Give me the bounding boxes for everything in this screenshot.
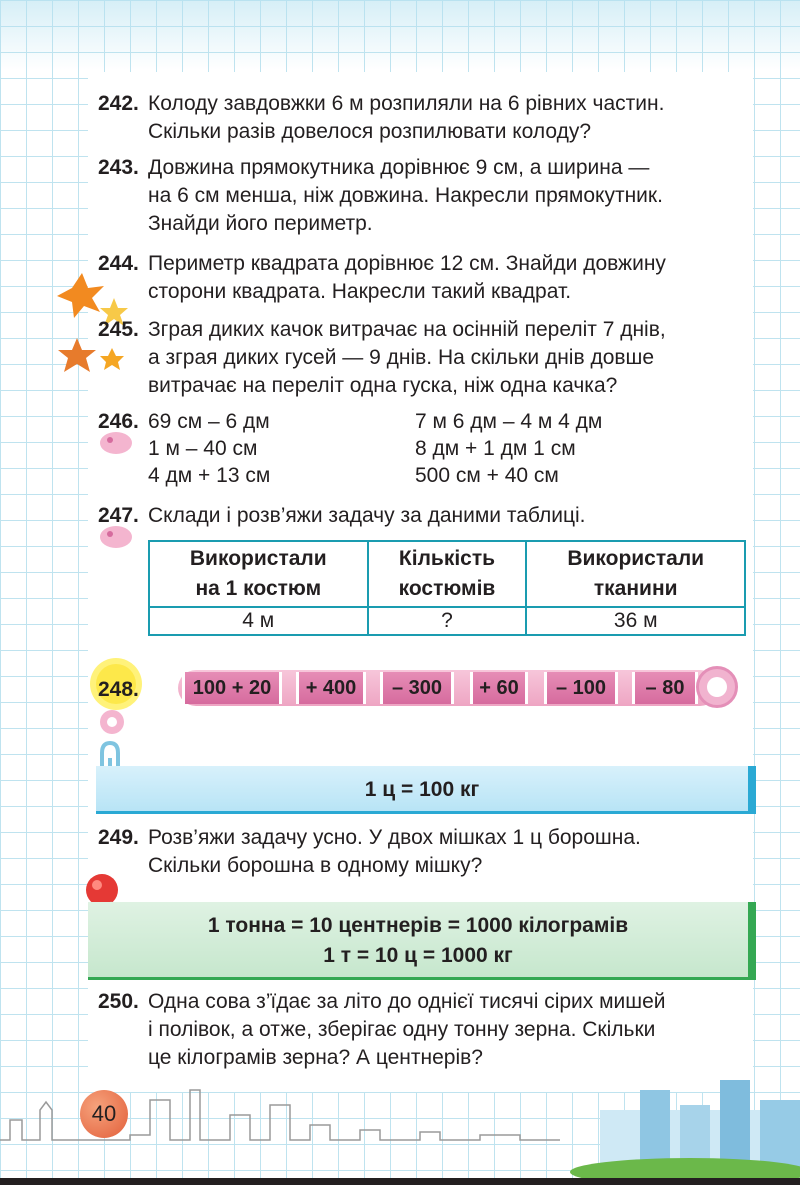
task-number: 243. — [98, 156, 139, 179]
table-header-cell — [526, 541, 745, 607]
rule-tonne — [88, 902, 756, 980]
task-247 — [98, 502, 758, 530]
table-cell: 4 м — [149, 607, 368, 635]
table-header-row — [149, 541, 745, 607]
chain-step: – 100 — [544, 672, 618, 704]
task-text-line: Одна сова з’їдає за літо до однієї тисячі сірих мишей — [148, 990, 666, 1013]
task-text-line: на 6 см менша, ніж довжина. Накресли прямокутник. — [148, 184, 663, 207]
task-243 — [98, 154, 758, 238]
page-number: 40 — [80, 1090, 128, 1138]
task-245 — [98, 316, 758, 400]
table-header-cell — [149, 541, 368, 607]
expression-right: 500 см + 40 см — [415, 464, 559, 487]
chain-end-ring — [696, 666, 738, 708]
expression-right: 8 дм + 1 дм 1 см — [415, 437, 576, 460]
page-bottom-border — [0, 1178, 800, 1185]
rule-tonne-line: 1 т = 10 ц = 1000 кг — [323, 944, 513, 967]
task-text-line: Скільки разів довелося розпилювати колоду? — [148, 120, 592, 143]
table-cell: 36 м — [526, 607, 745, 635]
page-header-fade — [0, 0, 800, 70]
task-text-line: Зграя диких качок витрачає на осінній переліт 7 днів, — [148, 318, 666, 341]
task-244 — [98, 250, 758, 306]
chain-step: – 300 — [380, 672, 454, 704]
task-text-line: Периметр квадрата дорівнює 12 см. Знайди довжину — [148, 252, 666, 275]
header-line: Використали — [189, 547, 327, 570]
task-number: 249. — [98, 826, 139, 849]
chain-step: + 60 — [470, 672, 528, 704]
task-text-line: Довжина прямокутника дорівнює 9 см, а ширина — — [148, 156, 650, 179]
expression-right: 7 м 6 дм – 4 м 4 дм — [415, 410, 603, 433]
expression-left: 1 м – 40 см — [148, 437, 258, 460]
task-249 — [98, 824, 758, 880]
chain-step: + 400 — [296, 672, 366, 704]
table-row — [149, 607, 745, 635]
task-text-line: Колоду завдовжки 6 м розпиляли на 6 рівних частин. — [148, 92, 665, 115]
chain-step: 100 + 20 — [182, 672, 282, 704]
table-cell: ? — [368, 607, 527, 635]
task-number: 245. — [98, 318, 139, 341]
task-number: 246. — [98, 410, 139, 433]
rule-centner: 1 ц = 100 кг — [96, 766, 756, 814]
task-242 — [98, 90, 758, 146]
task-250 — [98, 988, 758, 1072]
task-text-line: сторони квадрата. Накресли такий квадрат. — [148, 280, 572, 303]
header-line: Використали — [567, 547, 705, 570]
header-line: костюмів — [398, 577, 496, 600]
task-number: 247. — [98, 504, 139, 527]
task-text-line: Знайди його периметр. — [148, 212, 373, 235]
header-line: тканини — [593, 577, 678, 600]
task-text-line: і полівок, а отже, зберігає одну тонну зерна. Скільки — [148, 1018, 656, 1041]
task-text-line: Склади і розв’яжи задачу за даними таблиці. — [148, 504, 586, 527]
rule-tonne-line: 1 тонна = 10 центнерів = 1000 кілограмів — [207, 914, 629, 937]
task-text-line: Скільки борошна в одному мішку? — [148, 854, 483, 877]
task-text-line: це кілограмів зерна? А центнерів? — [148, 1046, 483, 1069]
header-line: на 1 костюм — [195, 577, 322, 600]
task-number: 242. — [98, 92, 139, 115]
table-header-cell — [368, 541, 527, 607]
expression-left: 69 см – 6 дм — [148, 410, 270, 433]
expression-left: 4 дм + 13 см — [148, 464, 271, 487]
task-number: 248. — [98, 678, 139, 701]
task-text-line: витрачає на переліт одна гуска, ніж одна качка? — [148, 374, 618, 397]
chain-step: – 80 — [632, 672, 698, 704]
task-number: 244. — [98, 252, 139, 275]
task-text-line: Розв’яжи задачу усно. У двох мішках 1 ц борошна. — [148, 826, 641, 849]
task-number: 250. — [98, 990, 139, 1013]
data-table — [148, 540, 746, 636]
task-text-line: а зграя диких гусей — 9 днів. На скільки днів довше — [148, 346, 655, 369]
header-line: Кількість — [398, 547, 496, 570]
